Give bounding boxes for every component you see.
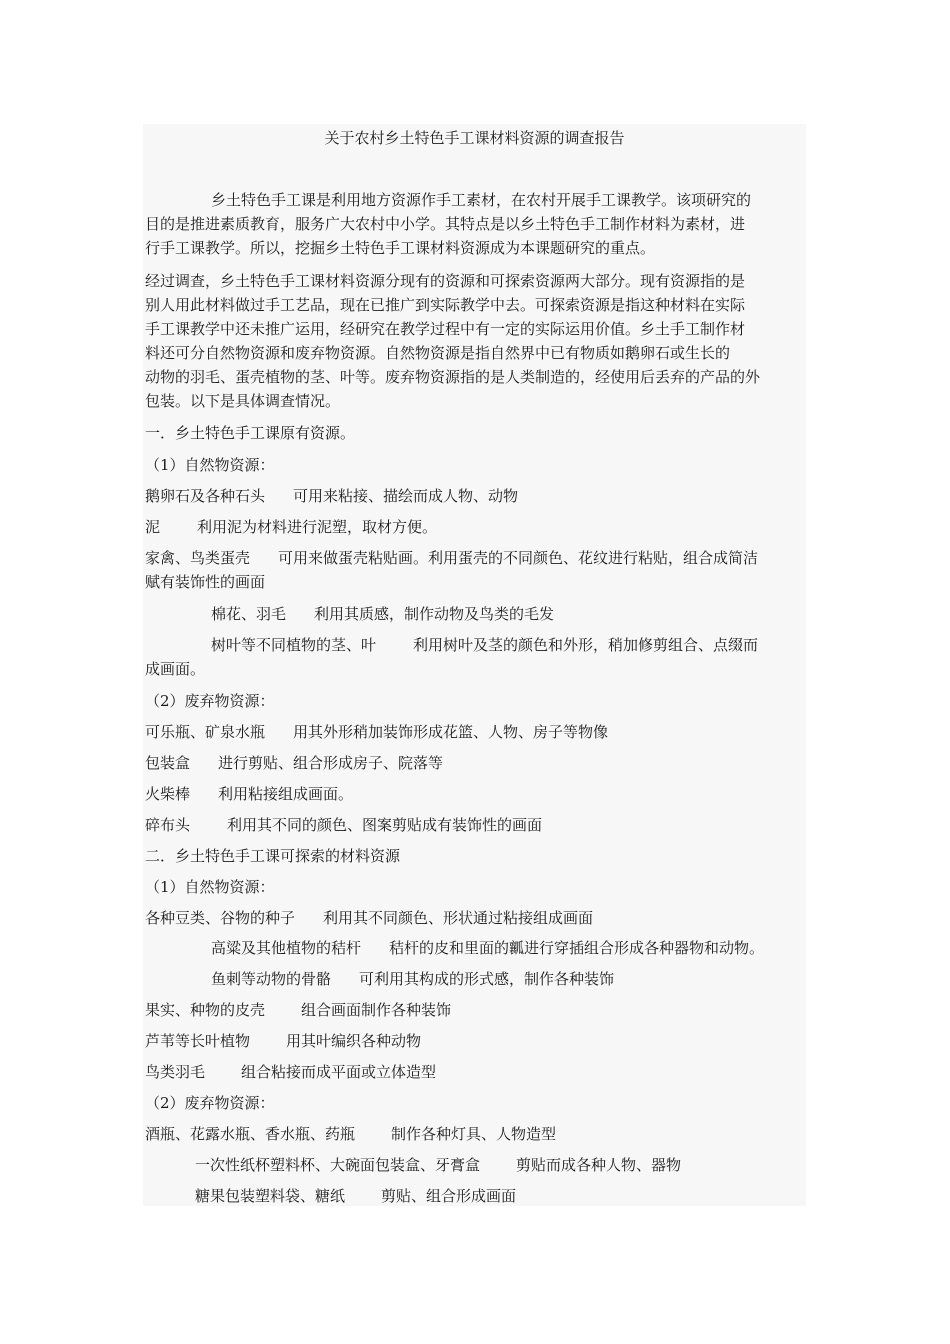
use-description: 可利用其构成的形式感，制作各种装饰: [359, 970, 615, 988]
material-label: 芦苇等长叶植物: [145, 1032, 251, 1050]
list-item: [145, 546, 758, 570]
intro-p2-line-3: 手工课教学中还未推广运用，经研究在教学过程中有一定的实际运用价值。乡土手工制作材: [145, 320, 746, 338]
material-label: 各种豆类、谷物的种子: [145, 909, 296, 927]
list-item: [145, 782, 353, 806]
intro-p1-line-3: 行手工课教学。所以，挖掘乡土特色手工课材料资源成为本课题研究的重点。: [145, 239, 656, 257]
section2-waste-heading: （2）废弃物资源：: [145, 1094, 275, 1112]
material-label: 鸟类羽毛: [145, 1063, 206, 1081]
list-item: [145, 751, 443, 775]
use-description: 利用其不同颜色、形状通过粘接组成画面: [323, 909, 594, 927]
list-item: [211, 602, 554, 626]
list-item: [145, 998, 451, 1022]
intro-p2-line-5: 动物的羽毛、蛋壳植物的茎、叶等。废弃物资源指的是人类制造的，经使用后丢弃的产品的外: [145, 368, 761, 386]
use-description: 组合粘接而成平面或立体造型: [241, 1063, 437, 1081]
material-label: 包装盒: [145, 754, 191, 772]
material-label: 高粱及其他植物的秸杆: [211, 939, 362, 957]
intro-p1-line-1: 乡土特色手工课是利用地方资源作手工素材，在农村开展手工课教学。该项研究的: [211, 191, 752, 209]
use-description: 秸杆的皮和里面的瓤进行穿插组合形成各种器物和动物。: [389, 939, 765, 957]
material-label: 家禽、鸟类蛋壳: [145, 549, 251, 567]
intro-p1-line-2: 目的是推进素质教育，服务广大农村中小学。其特点是以乡土特色手工制作材料为素材，进: [145, 215, 746, 233]
material-label: 酒瓶、花露水瓶、香水瓶、药瓶: [145, 1125, 356, 1143]
use-description: 可用来粘接、描绘而成人物、动物: [293, 487, 519, 505]
use-description: 用其外形稍加装饰形成花篮、人物、房子等物像: [293, 723, 609, 741]
list-item: [145, 484, 518, 508]
list-item: [145, 515, 437, 539]
list-item: [211, 936, 764, 960]
material-label: 棉花、羽毛: [211, 605, 287, 623]
list-item-continuation: 成画面。: [145, 660, 206, 678]
intro-p2-line-1: 经过调查，乡土特色手工课材料资源分现有的资源和可探索资源两大部分。现有资源指的是: [145, 272, 746, 290]
section1-heading: 一．乡土特色手工课原有资源。: [145, 424, 356, 442]
material-label: 可乐瓶、矿泉水瓶: [145, 723, 266, 741]
list-item-continuation: 赋有装饰性的画面: [145, 573, 266, 591]
list-item: [211, 967, 614, 991]
document-title: 关于农村乡土特色手工课材料资源的调查报告: [324, 129, 625, 147]
list-item: [145, 906, 593, 930]
material-label: 碎布头: [145, 816, 191, 834]
use-description: 利用其不同的颜色、图案剪贴成有装饰性的画面: [227, 816, 543, 834]
list-item: [145, 813, 542, 837]
intro-p2-line-6: 包装。以下是具体调查情况。: [145, 392, 341, 410]
use-description: 组合画面制作各种装饰: [301, 1001, 452, 1019]
material-label: 鱼刺等动物的骨骼: [211, 970, 332, 988]
use-description: 利用粘接组成画面。: [218, 785, 354, 803]
list-item: [195, 1184, 516, 1208]
use-description: 用其叶编织各种动物: [286, 1032, 422, 1050]
section2-heading: 二．乡土特色手工课可探索的材料资源: [145, 847, 401, 865]
section2-natural-heading: （1）自然物资源：: [145, 878, 275, 896]
list-item: [145, 720, 608, 744]
material-label: 果实、种物的皮壳: [145, 1001, 266, 1019]
use-description: 利用泥为材料进行泥塑，取材方便。: [197, 518, 438, 536]
material-label: 火柴棒: [145, 785, 191, 803]
material-label: 糖果包装塑料袋、糖纸: [195, 1187, 346, 1205]
use-description: 剪贴而成各种人物、器物: [516, 1156, 682, 1174]
material-label: 鹅卵石及各种石头: [145, 487, 266, 505]
section1-natural-heading: （1）自然物资源：: [145, 456, 275, 474]
list-item: [145, 1060, 436, 1084]
use-description: 利用其质感，制作动物及鸟类的毛发: [314, 605, 555, 623]
section1-waste-heading: （2）废弃物资源：: [145, 692, 275, 710]
list-item: [145, 1122, 556, 1146]
material-label: 一次性纸杯塑料杯、大碗面包装盒、牙膏盒: [195, 1156, 481, 1174]
list-item: [211, 633, 758, 657]
material-label: 树叶等不同植物的茎、叶: [211, 636, 377, 654]
list-item: [195, 1153, 681, 1177]
use-description: 利用树叶及茎的颜色和外形，稍加修剪组合、点缀而: [413, 636, 759, 654]
use-description: 可用来做蛋壳粘贴画。利用蛋壳的不同颜色、花纹进行粘贴，组合成简洁: [278, 549, 759, 567]
list-item: [145, 1029, 421, 1053]
material-label: 泥: [145, 518, 161, 536]
use-description: 剪贴、组合形成画面: [381, 1187, 517, 1205]
intro-p2-line-2: 别人用此材料做过手工艺品，现在已推广到实际教学中去。可探索资源是指这种材料在实际: [145, 296, 746, 314]
use-description: 进行剪贴、组合形成房子、院落等: [218, 754, 444, 772]
intro-p2-line-4: 料还可分自然物资源和废弃物资源。自然物资源是指自然界中已有物质如鹅卵石或生长的: [145, 344, 731, 362]
use-description: 制作各种灯具、人物造型: [391, 1125, 557, 1143]
